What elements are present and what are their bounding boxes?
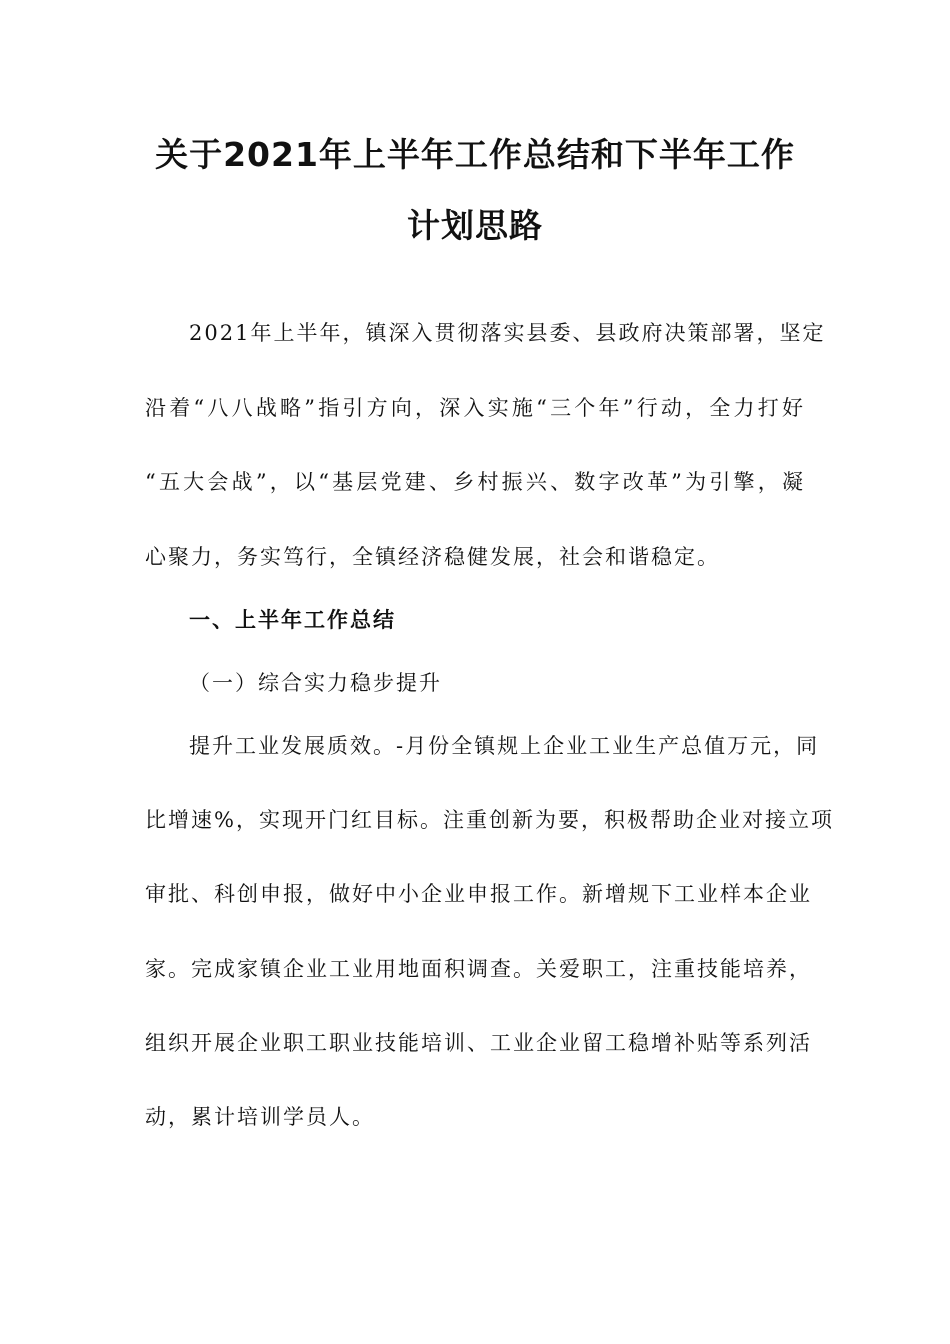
body-line-3: 审批、科创申报，做好中小企业申报工作。新增规下工业样本企业 bbox=[145, 882, 812, 906]
intro-line-4: 心聚力，务实笃行，全镇经济稳健发展，社会和谐稳定。 bbox=[145, 545, 720, 569]
intro-line-1: 2021年上半年，镇深入贯彻落实县委、县政府决策部署，坚定 bbox=[189, 321, 826, 345]
section-heading: 一、上半年工作总结 bbox=[189, 608, 396, 632]
body-line-5: 组织开展企业职工职业技能培训、工业企业留工稳增补贴等系列活 bbox=[145, 1031, 812, 1055]
body-line-2: 比增速%，实现开门红目标。注重创新为要，积极帮助企业对接立项 bbox=[145, 808, 834, 832]
document-title-line-1: 关于2021年上半年工作总结和下半年工作 bbox=[155, 135, 795, 174]
intro-line-3: “五大会战”，以“基层党建、乡村振兴、数字改革”为引擎，凝 bbox=[145, 470, 805, 494]
body-line-6: 动，累计培训学员人。 bbox=[145, 1105, 375, 1129]
document-title-line-2: 计划思路 bbox=[407, 206, 543, 245]
intro-line-2: 沿着“八八战略”指引方向，深入实施“三个年”行动，全力打好 bbox=[145, 396, 805, 420]
body-line-1: 提升工业发展质效。-月份全镇规上企业工业生产总值万元，同 bbox=[189, 734, 820, 758]
body-line-4: 家。完成家镇企业工业用地面积调查。关爱职工，注重技能培养， bbox=[145, 957, 812, 981]
subsection-heading: （一）综合实力稳步提升 bbox=[189, 671, 442, 695]
